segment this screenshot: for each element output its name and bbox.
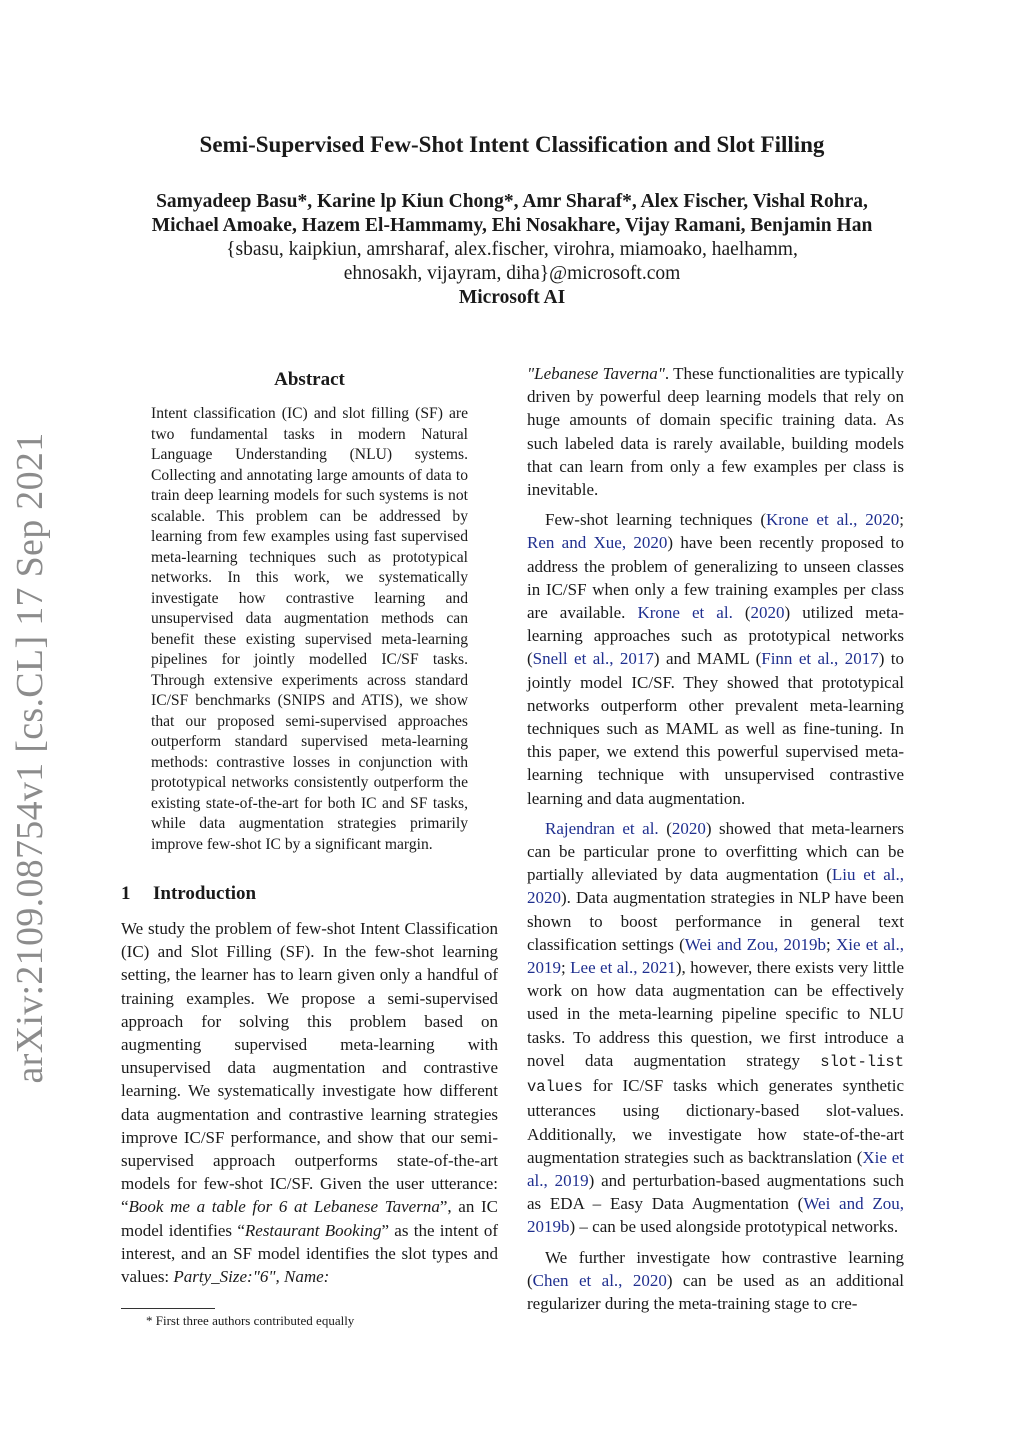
citation-year-link[interactable]: 2020	[750, 603, 785, 623]
intro-paragraph-4	[527, 1246, 904, 1316]
citation-link[interactable]: Krone et al., 2020	[766, 510, 900, 530]
text-run: ) can be used as an additional regularizer during the meta-training stage to cre-	[527, 1270, 904, 1313]
abstract-text: Intent classification (IC) and slot filling (SF) are two fundamental tasks in modern Natural Language Understanding (NLU) systems. Collecting and annotating large amounts of data to train deep learning models for such systems is not scalable. This problem can be addressed by learning from few examples using fast supervised meta-learning techniques such as prototypical networks. In this work, we systematically investigate how contrastive learning and unsupervised data augmentation methods can benefit these existing supervised meta-learning pipelines for jointly modelled IC/SF tasks. Through extensive experiments across standard IC/SF benchmarks (SNIPS and ATIS), we show that our proposed semi-supervised approaches outperform standard supervised meta-learning methods: contrastive losses in conjunction with prototypical networks consistently outperform the existing state-of-the-art for both IC and SF tasks, while data augmentation strategies primarily improve few-shot IC by a significant margin.	[151, 405, 468, 853]
code-term: slot-list values	[527, 1052, 904, 1097]
section-heading-introduction	[121, 881, 498, 907]
citation-link[interactable]: Wei and Zou, 2019b	[684, 934, 827, 954]
text-run: ;	[899, 510, 904, 530]
text-run: ;	[826, 934, 836, 954]
intro-paragraph-2	[527, 508, 904, 810]
citation-link[interactable]: Lee et al., 2021	[570, 958, 676, 978]
citation-link[interactable]: Xie et al., 2019	[527, 934, 904, 978]
citation-link[interactable]: Krone et al.	[637, 603, 733, 623]
author-block	[0, 190, 1024, 310]
author-names-line-2: Michael Amoake, Hazem El-Hammamy, Ehi Nosakhare, Vijay Ramani, Benjamin Han	[151, 215, 873, 236]
text-run: (	[658, 818, 672, 838]
footnote: * First three authors contributed equally	[146, 1313, 355, 1328]
section-title: Introduction	[153, 883, 257, 904]
text-run: ) and perturbation-based augmentations such as EDA – Easy Data Augmentation (	[527, 1170, 904, 1214]
right-column	[527, 362, 904, 1315]
example-utterance: Book me a table for 6 at Lebanese Taverna	[128, 1197, 440, 1217]
citation-link[interactable]: Xie et al., 2019	[527, 1147, 904, 1190]
author-emails-line-2: ehnosakh, vijayram, diha}@microsoft.com	[343, 263, 681, 284]
example-intent: Restaurant Booking	[244, 1220, 382, 1240]
citation-link[interactable]: Wei and Zou, 2019b	[527, 1194, 904, 1237]
text-run: We study the problem of few-shot Intent Classification (IC) and Slot Filling (SF). In the few-shot learning setting, the learner has to learn given only a handful of training examples. We propose a semi-supervised approach for solving this problem based on augmenting supervised meta-learning with unsupervised data augmentation and contrastive learning. We systematically investigate how different data augmentation and contrastive learning strategies improve IC/SF performance, and show that our semi-supervised approach outperforms state-of-the-art models for few-shot IC/SF. Given the user utterance: “	[121, 919, 498, 1217]
author-emails-line-1: {sbasu, kaipkiun, amrsharaf, alex.fischer, virohra, miamoako, haelhamm,	[226, 239, 798, 260]
citation-link[interactable]: Liu et al., 2020	[527, 865, 904, 908]
text-run: ”, an IC model identifies “	[121, 1197, 498, 1240]
text-run: ) to jointly model IC/SF. They showed that prototypical networks outperform other prevalent meta-learning techniques such as MAML as well as fine-tuning. In this paper, we extend this powerful supervised meta-learning technique with unsupervised contrastive learning and data augmentation.	[527, 649, 904, 808]
intro-paragraph-1	[121, 917, 498, 1288]
author-affiliation: Microsoft AI	[458, 287, 566, 308]
text-run: ) showed that meta-learners can be particular prone to overfitting which can be partially alleviated by data augmentation (	[527, 818, 905, 885]
abstract-heading: Abstract	[274, 369, 345, 390]
section-number: 1	[121, 883, 131, 904]
paper-title: Semi-Supervised Few-Shot Intent Classification and Slot Filling	[199, 132, 825, 157]
footnote-divider	[121, 1308, 215, 1309]
author-names-line-1: Samyadeep Basu*, Karine lp Kiun Chong*, Amr Sharaf*, Alex Fischer, Vishal Rohra,	[156, 191, 868, 212]
text-run: ) – can be used alongside prototypical networks.	[569, 1217, 899, 1237]
text-run: Few-shot learning techniques (	[545, 510, 767, 530]
text-run: for IC/SF tasks which generates synthetic utterances using dictionary-based slot-values. Additionally, we investigate how state-of-the-art augmentation strategies such as backtranslation (	[527, 1076, 904, 1167]
text-run: ” as the intent of interest, and an SF model identifies the slot types and values:	[121, 1220, 498, 1287]
text-run: ) and MAML (	[653, 649, 762, 669]
text-run: We further investigate how contrastive learning (	[527, 1247, 904, 1290]
text-run: ;	[561, 958, 571, 978]
intro-paragraph-3	[527, 817, 904, 1239]
left-column	[121, 362, 498, 1288]
citation-link[interactable]: Snell et al., 2017	[532, 649, 654, 669]
arxiv-identifier-stamp: arXiv:2109.08754v1 [cs.CL] 17 Sep 2021	[9, 432, 51, 1084]
citation-link[interactable]: Ren and Xue, 2020	[527, 533, 668, 553]
text-run: ) utilized meta-learning approaches such as prototypical networks (	[527, 603, 904, 669]
text-run: ), however, there exists very little work on how data augmentation can be effectively used in the meta-learning pipeline specific to NLU tasks. To address this question, we first introduce a novel data augmentation strategy	[527, 958, 905, 1070]
citation-link[interactable]: Chen et al., 2020	[532, 1270, 667, 1290]
citation-year-link[interactable]: 2020	[671, 818, 706, 838]
intro-paragraph-1-continued	[527, 362, 904, 501]
text-run: ) have been recently proposed to address the problem of generalizing to unseen classes in IC/SF when only a few training examples per class are available.	[527, 533, 904, 623]
text-run: (	[732, 603, 751, 623]
example-slot-value: "Lebanese Taverna"	[527, 364, 665, 383]
citation-link[interactable]: Finn et al., 2017	[761, 649, 879, 669]
text-run: ). Data augmentation strategies in NLP have been shown to boost performance in general text classification settings (	[527, 888, 904, 954]
citation-link[interactable]: Rajendran et al.	[545, 818, 659, 838]
text-run: . These functionalities are typically driven by powerful deep learning models that rely on huge amounts of domain specific training data. As such labeled data is rarely available, building models that can learn from only a few examples per class is inevitable.	[527, 364, 904, 500]
example-slots: Party_Size:"6", Name:	[173, 1267, 330, 1287]
